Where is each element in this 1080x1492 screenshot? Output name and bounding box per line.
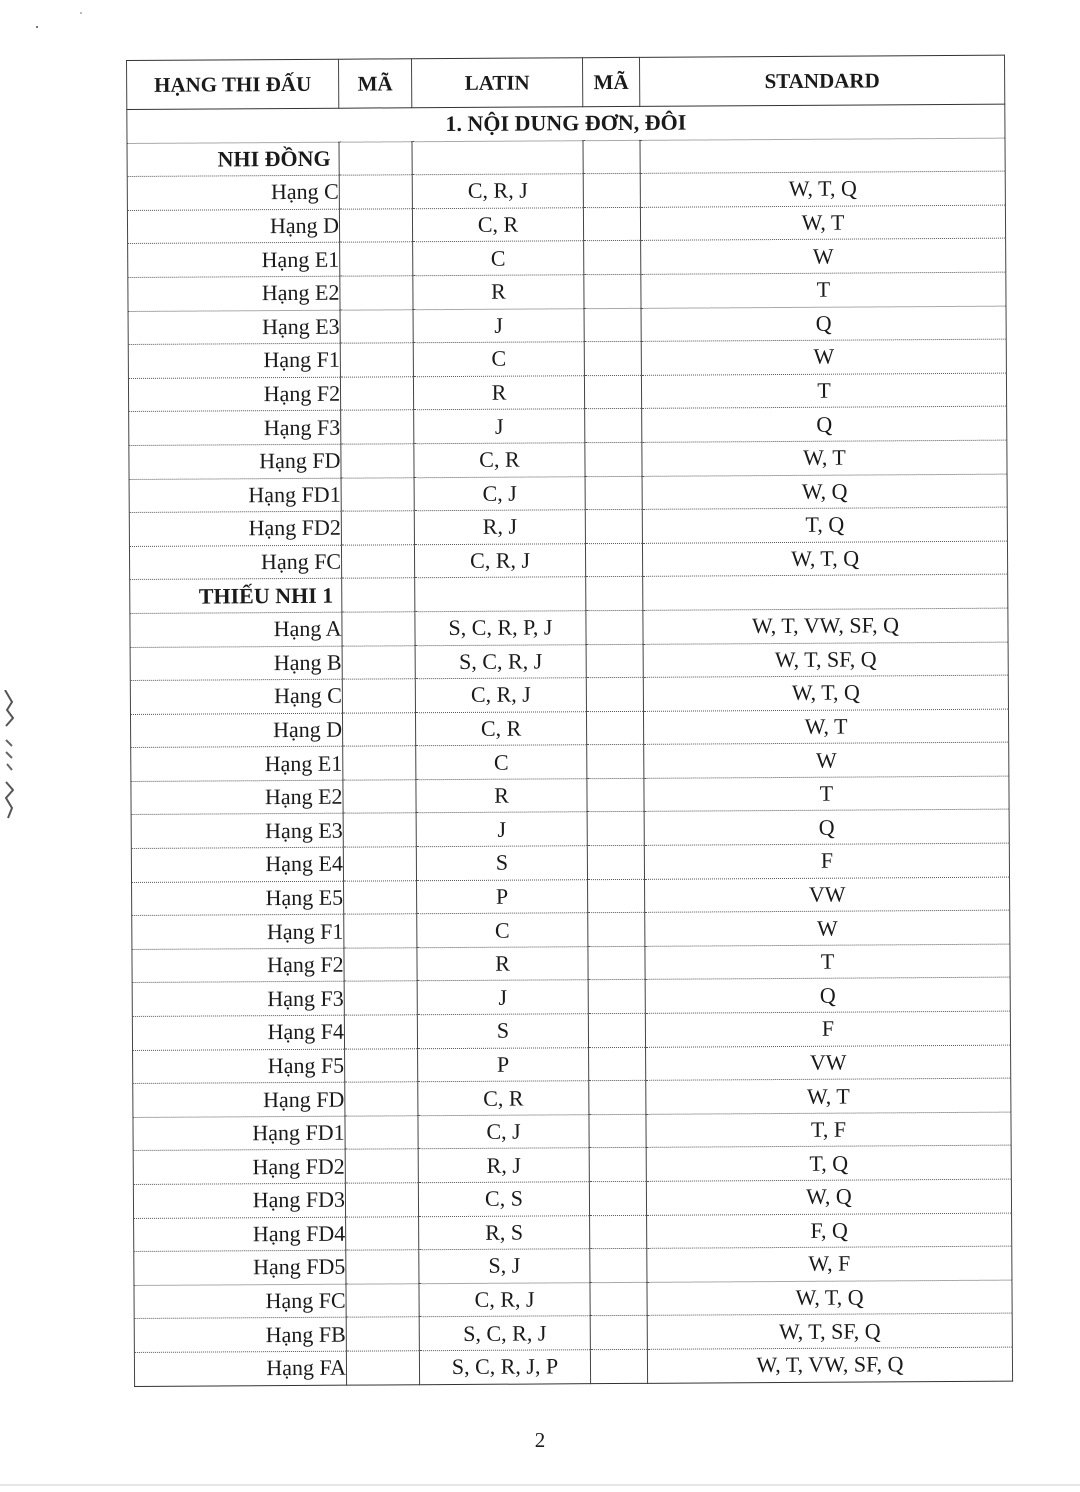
rank-cell: Hạng FB (134, 1318, 346, 1353)
standard-cell: T (644, 776, 1009, 812)
code-latin-cell (344, 948, 417, 982)
code-latin-cell (341, 511, 414, 545)
table-row (127, 171, 1005, 210)
code-latin-cell (344, 981, 417, 1015)
latin-cell: R (413, 375, 584, 410)
latin-cell: R, J (418, 1148, 589, 1183)
group-name: THIẾU NHI 1 (130, 579, 342, 614)
latin-cell: R (413, 275, 584, 310)
standard-cell: F (644, 843, 1009, 879)
latin-cell: C (413, 342, 584, 377)
standard-cell: W, T, Q (643, 675, 1008, 711)
group-row (127, 138, 1005, 177)
code-standard-cell (583, 174, 640, 208)
code-latin-cell (343, 746, 416, 780)
code-latin-cell (340, 377, 413, 411)
code-standard-cell (587, 778, 644, 812)
code-latin-cell (342, 712, 415, 746)
code-standard-cell (583, 207, 640, 241)
rank-cell: Hạng E3 (128, 310, 340, 345)
standard-cell: Q (641, 306, 1006, 342)
code-latin-cell (345, 1082, 418, 1116)
rank-cell: Hạng F1 (128, 343, 340, 378)
latin-cell: S, C, R, P, J (415, 611, 586, 646)
standard-cell: Q (644, 810, 1009, 846)
code-standard-cell (585, 409, 642, 443)
group-row (130, 574, 1008, 613)
empty-cell (412, 140, 583, 175)
scan-speck (36, 26, 38, 28)
code-standard-cell (585, 442, 642, 476)
code-standard-cell (584, 274, 641, 308)
latin-cell: C, R, J (415, 678, 586, 713)
standard-cell: VW (645, 877, 1010, 913)
table-row (133, 1078, 1011, 1117)
scan-margin-mark (4, 690, 14, 820)
header-code-standard: MÃ (582, 57, 639, 106)
standard-cell: Q (642, 406, 1007, 442)
latin-cell: R, J (414, 510, 585, 545)
code-standard-cell (589, 1148, 646, 1182)
rank-cell: Hạng F2 (128, 377, 340, 412)
code-standard-cell (588, 913, 645, 947)
code-standard-cell (588, 980, 645, 1014)
latin-cell: P (418, 1047, 589, 1082)
standard-cell: W, T, Q (647, 1280, 1012, 1316)
rank-cell: Hạng D (130, 713, 342, 748)
standard-cell: W, F (647, 1246, 1012, 1282)
rank-cell: Hạng F4 (132, 1015, 344, 1050)
standard-cell: F, Q (647, 1213, 1012, 1249)
rank-cell: Hạng FD (133, 1082, 345, 1117)
rank-cell: Hạng E3 (131, 814, 343, 849)
table-row (130, 642, 1008, 681)
code-latin-cell (339, 175, 412, 209)
code-latin-cell (345, 1048, 418, 1082)
latin-cell: P (417, 879, 588, 914)
empty-cell (339, 141, 412, 175)
code-latin-cell (346, 1351, 419, 1385)
latin-cell: R, S (419, 1215, 590, 1250)
standard-cell: T, Q (642, 507, 1007, 543)
rank-cell: Hạng E2 (131, 780, 343, 815)
code-latin-cell (341, 410, 414, 444)
code-latin-cell (344, 1015, 417, 1049)
table-row (130, 675, 1008, 714)
latin-cell: C, R, J (412, 174, 583, 209)
latin-cell: C, R (415, 711, 586, 746)
rank-cell: Hạng FD1 (129, 478, 341, 513)
latin-cell: S (417, 1014, 588, 1049)
code-standard-cell (589, 1047, 646, 1081)
page-number: 2 (534, 1428, 546, 1452)
standard-cell: W, T, VW, SF, Q (647, 1347, 1012, 1383)
scan-speck (80, 12, 82, 14)
code-standard-cell (587, 812, 644, 846)
code-latin-cell (345, 1149, 418, 1183)
table-row (131, 742, 1009, 781)
rank-cell: Hạng B (130, 646, 342, 681)
latin-cell: C (413, 241, 584, 276)
latin-cell: C (416, 745, 587, 780)
code-latin-cell (344, 914, 417, 948)
code-standard-cell (585, 509, 642, 543)
standard-cell: T (645, 944, 1010, 980)
code-latin-cell (341, 444, 414, 478)
rank-cell: Hạng FC (134, 1284, 346, 1319)
latin-cell: S, C, R, J, P (419, 1350, 590, 1385)
code-standard-cell (589, 1114, 646, 1148)
rank-cell: Hạng A (130, 612, 342, 647)
standard-cell: W, T (642, 440, 1007, 476)
table-row (133, 1045, 1011, 1084)
code-latin-cell (342, 612, 415, 646)
empty-cell (586, 577, 643, 611)
rank-cell: Hạng E1 (131, 746, 343, 781)
table-row (129, 474, 1007, 513)
standard-cell: F (645, 1011, 1010, 1047)
code-standard-cell (584, 342, 641, 376)
table-row (134, 1313, 1012, 1352)
code-standard-cell (590, 1316, 647, 1350)
code-standard-cell (588, 946, 645, 980)
code-latin-cell (346, 1284, 419, 1318)
code-standard-cell (587, 745, 644, 779)
code-latin-cell (346, 1216, 419, 1250)
code-standard-cell (587, 845, 644, 879)
standard-cell: W, Q (646, 1179, 1011, 1215)
standard-cell: W, T (646, 1078, 1011, 1114)
rank-cell: Hạng C (127, 175, 339, 210)
code-standard-cell (586, 610, 643, 644)
empty-cell (643, 574, 1008, 610)
latin-cell: R (416, 779, 587, 814)
code-latin-cell (346, 1317, 419, 1351)
code-latin-cell (343, 780, 416, 814)
competition-rank-table (126, 55, 1013, 1387)
latin-cell: J (414, 409, 585, 444)
table-row (128, 306, 1006, 345)
code-standard-cell (585, 476, 642, 510)
standard-cell: W (645, 910, 1010, 946)
rank-cell: Hạng D (127, 209, 339, 244)
latin-cell: S, C, R, J (419, 1316, 590, 1351)
empty-cell (583, 140, 640, 174)
table-body (127, 104, 1013, 1386)
table-row (127, 205, 1005, 244)
empty-cell (640, 138, 1005, 174)
header-latin: LATIN (411, 58, 582, 108)
standard-cell: W, T, SF, Q (643, 642, 1008, 678)
standard-cell: T, Q (646, 1146, 1011, 1182)
standard-cell: VW (646, 1045, 1011, 1081)
code-latin-cell (342, 645, 415, 679)
table-row (134, 1280, 1012, 1319)
standard-cell: W, Q (642, 474, 1007, 510)
table-row (131, 810, 1009, 849)
table-row (131, 843, 1009, 882)
table-row (134, 1213, 1012, 1252)
code-standard-cell (585, 543, 642, 577)
code-standard-cell (588, 879, 645, 913)
latin-cell: C, J (414, 476, 585, 511)
empty-cell (415, 577, 586, 612)
code-standard-cell (590, 1349, 647, 1383)
code-latin-cell (345, 1183, 418, 1217)
latin-cell: S (416, 846, 587, 881)
standard-cell: W, T, Q (642, 541, 1007, 577)
code-latin-cell (341, 544, 414, 578)
standard-cell: W (641, 339, 1006, 375)
latin-cell: C, R, J (414, 543, 585, 578)
table-row (128, 373, 1006, 412)
table-row (133, 1112, 1011, 1151)
code-standard-cell (584, 241, 641, 275)
table-row (134, 1246, 1012, 1285)
table-row (134, 1347, 1012, 1386)
code-standard-cell (586, 677, 643, 711)
code-latin-cell (343, 813, 416, 847)
latin-cell: C, J (418, 1115, 589, 1150)
rank-cell: Hạng F2 (132, 948, 344, 983)
code-latin-cell (340, 276, 413, 310)
latin-cell: C, R (412, 207, 583, 242)
code-latin-cell (340, 309, 413, 343)
code-standard-cell (588, 1013, 645, 1047)
standard-cell: W, T (640, 205, 1005, 241)
code-standard-cell (590, 1249, 647, 1283)
latin-cell: J (417, 980, 588, 1015)
rank-cell: Hạng F3 (129, 411, 341, 446)
standard-cell: T (641, 272, 1006, 308)
code-standard-cell (589, 1081, 646, 1115)
table-row (129, 507, 1007, 546)
rank-cell: Hạng FD4 (134, 1217, 346, 1252)
latin-cell: S, J (419, 1249, 590, 1284)
rank-cell: Hạng FD2 (133, 1150, 345, 1185)
latin-cell: C, R, J (419, 1282, 590, 1317)
empty-cell (342, 578, 415, 612)
rank-cell: Hạng FC (129, 545, 341, 580)
code-standard-cell (584, 375, 641, 409)
latin-cell: S, C, R, J (415, 644, 586, 679)
header-standard: STANDARD (639, 55, 1004, 106)
table-row (131, 776, 1009, 815)
standard-cell: W, T, Q (640, 171, 1005, 207)
code-latin-cell (341, 477, 414, 511)
latin-cell: C, R (414, 443, 585, 478)
rank-cell: Hạng FD (129, 444, 341, 479)
standard-cell: W (641, 239, 1006, 275)
table-row (133, 1146, 1011, 1185)
standard-cell: T (641, 373, 1006, 409)
standard-cell: W, T, SF, Q (647, 1313, 1012, 1349)
code-standard-cell (584, 308, 641, 342)
standard-cell: W, T (643, 709, 1008, 745)
table-row (132, 978, 1010, 1017)
code-latin-cell (342, 679, 415, 713)
rank-cell: Hạng FD2 (129, 511, 341, 546)
header-rank: HẠNG THI ĐẤU (127, 59, 339, 109)
table-row (132, 944, 1010, 983)
latin-cell: C, R (418, 1081, 589, 1116)
code-standard-cell (586, 644, 643, 678)
table-row (129, 541, 1007, 580)
group-name: NHI ĐỒNG (127, 142, 339, 177)
table-header-row (127, 55, 1005, 109)
code-latin-cell (339, 209, 412, 243)
section-title-row (127, 104, 1005, 143)
table-row (133, 1179, 1011, 1218)
latin-cell: R (417, 947, 588, 982)
code-standard-cell (586, 711, 643, 745)
rank-cell: Hạng FD5 (134, 1250, 346, 1285)
table-row (129, 440, 1007, 479)
latin-cell: C (417, 913, 588, 948)
standard-cell: W (644, 742, 1009, 778)
table-row (130, 608, 1008, 647)
table-row (130, 709, 1008, 748)
latin-cell: J (413, 308, 584, 343)
standard-cell: T, F (646, 1112, 1011, 1148)
latin-cell: C, S (418, 1182, 589, 1217)
code-latin-cell (344, 880, 417, 914)
rank-cell: Hạng E1 (128, 243, 340, 278)
scan-edge (0, 1484, 1080, 1486)
code-standard-cell (590, 1282, 647, 1316)
table-row (129, 406, 1007, 445)
table-row (132, 1011, 1010, 1050)
table-row (132, 910, 1010, 949)
table-row (128, 239, 1006, 278)
standard-cell: W, T, VW, SF, Q (643, 608, 1008, 644)
latin-cell: J (416, 812, 587, 847)
rank-cell: Hạng C (130, 679, 342, 714)
rank-cell: Hạng E5 (132, 881, 344, 916)
table-row (128, 272, 1006, 311)
rank-cell: Hạng FD3 (133, 1183, 345, 1218)
table-row (128, 339, 1006, 378)
rank-cell: Hạng E4 (131, 847, 343, 882)
code-standard-cell (590, 1215, 647, 1249)
code-latin-cell (346, 1250, 419, 1284)
code-latin-cell (340, 242, 413, 276)
code-standard-cell (589, 1181, 646, 1215)
rank-cell: Hạng E2 (128, 276, 340, 311)
rank-cell: Hạng F3 (132, 982, 344, 1017)
rank-cell: Hạng F5 (133, 1049, 345, 1084)
code-latin-cell (340, 343, 413, 377)
code-latin-cell (345, 1116, 418, 1150)
section-title: 1. NỘI DUNG ĐƠN, ĐÔI (127, 104, 1005, 143)
table-row (132, 877, 1010, 916)
code-latin-cell (343, 847, 416, 881)
rank-cell: Hạng FA (134, 1351, 346, 1386)
standard-cell: Q (645, 978, 1010, 1014)
rank-cell: Hạng F1 (132, 914, 344, 949)
rank-cell: Hạng FD1 (133, 1116, 345, 1151)
header-code-latin: MÃ (338, 59, 411, 108)
